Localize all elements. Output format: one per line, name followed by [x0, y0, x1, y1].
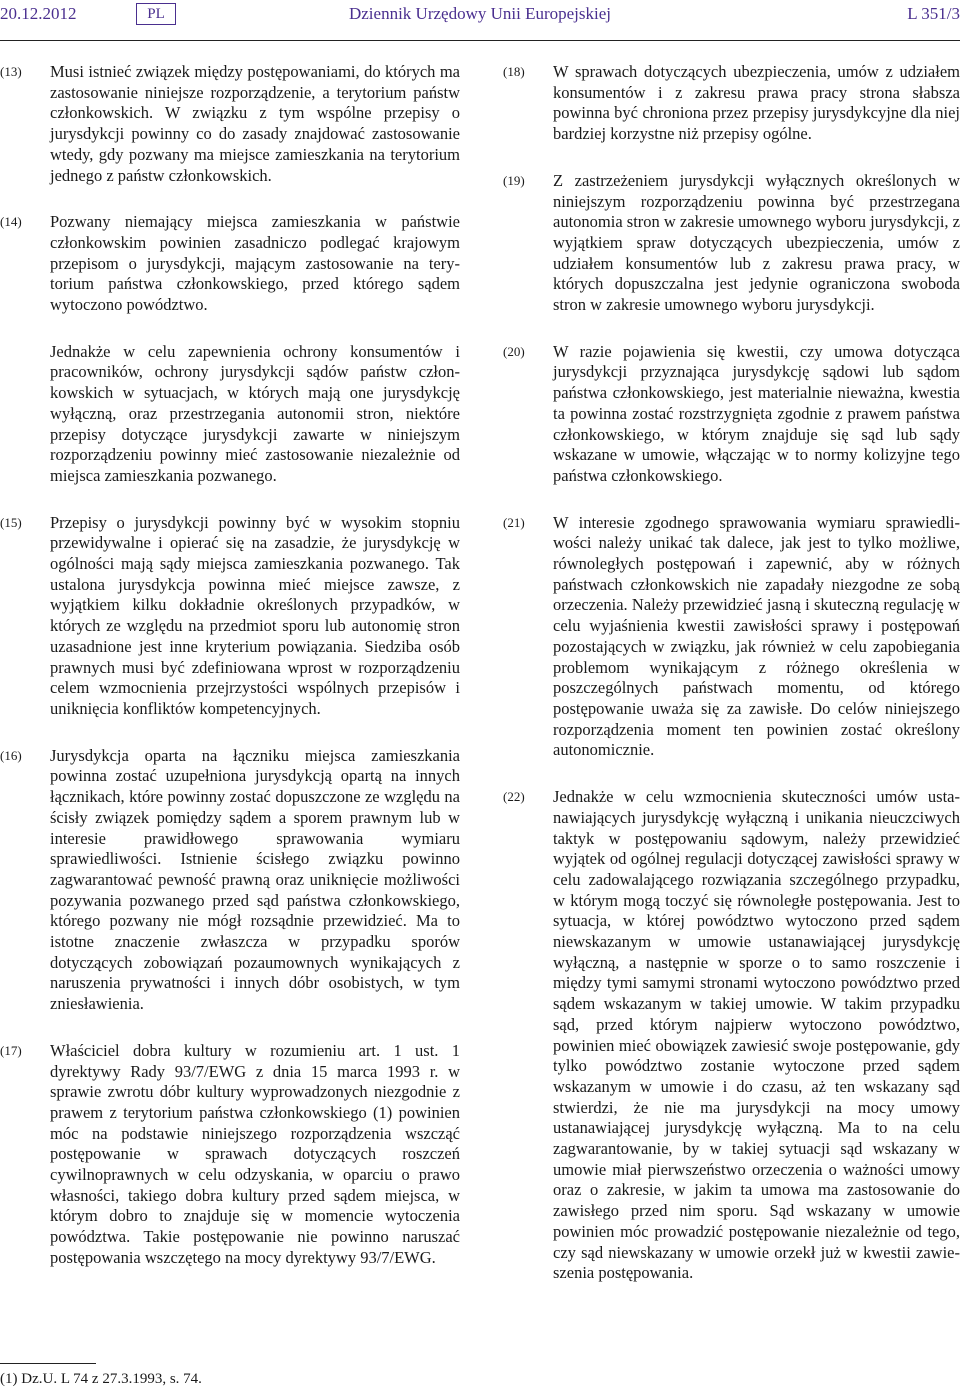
recital-number: (14)	[0, 214, 22, 230]
recital-body	[553, 513, 960, 761]
footnote-marker: (1)	[0, 1371, 18, 1387]
recital-21	[503, 513, 960, 761]
recital-18	[503, 62, 960, 145]
recital-number: (21)	[503, 514, 525, 530]
recital-14	[0, 212, 460, 486]
recital-number: (13)	[0, 64, 22, 79]
recital-19	[503, 171, 960, 316]
recital-body	[553, 171, 960, 316]
recital-body	[553, 62, 960, 145]
recital-number: (22)	[503, 789, 525, 805]
journal-title: Dziennik Urzędowy Unii Europejskiej	[348, 4, 611, 23]
recital-16	[0, 746, 460, 1015]
recital-body	[50, 513, 460, 720]
recital-15	[0, 513, 460, 720]
recital-paragraph: Musi istnieć związek między postępowaniami, do których ma zastosowanie niniejsze rozporządzenie, a terytorium państw członkowskich. W związku z tym wspólne przepisy o jurysdykcji powinny co do zasady znajdować zastosowanie wtedy, gdy pozwany ma miejsce zamieszkania na terytorium jednego z państw członkowskich.	[50, 62, 460, 185]
language-code-box: PL	[136, 3, 176, 25]
recital-number: (20)	[503, 343, 525, 359]
recital-body	[553, 787, 960, 1284]
recital-paragraph: Jednakże w celu wzmocnienia skuteczności umów ustanawiających jurysdykcję wyłączną i unikania nieuczciwych taktyk w postępowaniu sądowym, należy przewidzieć wyjątek od ogólnej regulacji dotyczącej zawisłości sprawy w celu zadowalającego rozwiązania szczególnego przypadku, w którym mogą toczyć się równoległe postępowania. Jest to sytuacja, w której powództwo wytoczono przed sądem niewskazanym w umowie ustanawiającej jurysdykcję wyłączną, a następnie w sporze o to samo roszczenie i między tymi samymi stronami wytoczono powództwo przed sądem wskazanym w takiej umowie. W takim przypadku sąd, przed którym najpierw wytoczono powództwo, powinien mieć obowiązek zawiesić swoje postępowanie, gdy tylko powództwo zostanie wytoczone przed sądem wskazanym w umowie i do czasu, aż ten wskazany sąd stwierdzi, że nie ma jurysdykcji na mocy umowy ustanawiającej jurysdykcję wyłączną. Ma to na celu zagwarantowanie, by w takiej sytuacji sąd wskazany w umowie miał pierwszeństwo orzeczenia o ważności umowy oraz o zakresie, w jakim ta umowa ma zastosowanie do zawisłego przed nim sporu. Sąd wskazany w umowie powinien móc prowadzić postępowanie niezależnie od tego, czy sąd niewskazany w umowie orzekł już w kwestii zawieszenia postępowania.	[553, 787, 960, 1283]
recital-paragraph: Z zastrzeżeniem jurysdykcji wyłącznych określonych w niniejszym rozporządzeniu powinna być przestrzegana autonomia stron w zakresie umownego wyboru jurysdykcji, z wyjątkiem spraw dotyczących ubezpieczenia, umów z udziałem konsumentów lub z zakresu prawa pracy, w których dopuszczalna jest jedynie ograniczona swoboda stron w zakresie umownego wyboru jurysdykcji.	[553, 170, 960, 315]
recital-body	[50, 746, 460, 1015]
recital-body	[50, 1041, 460, 1269]
page-reference: L 351/3	[907, 4, 960, 23]
recital-paragraph: Właściciel dobra kultury w rozumieniu art. 1 ust. 1 dyrektywy Rady 93/7/EWG z dnia 15 marca 1993 r. w sprawie zwrotu dóbr kultury wyprowadzonych niezgodnie z prawem z terytorium państwa członkowskiego (1) powinien móc na podstawie niniejszego rozporządzenia wszcząć postępowanie w sprawach dotyczących roszczeń cywilnoprawnych w celu odzyskania, w oparciu o prawo własności, takiego dobra kultury przed sądem miejsca, w którym dobro to znajduje się w momencie wytoczenia powództwa. Takie postępowanie nie powinno naruszać postępowania wszczętego na mocy dyrektywy 93/7/EWG.	[50, 1040, 460, 1267]
recital-17	[0, 1041, 460, 1269]
recital-body	[50, 212, 460, 486]
recital-paragraph: W sprawach dotyczących ubezpieczenia, umów z udziałem konsumentów i z zakresu prawa pracy strona słabsza powinna być chroniona przez przepisy jurysdykcyjne dla niej bardziej korzystne niż przepisy ogólne.	[553, 62, 960, 144]
header-date: 20.12.2012	[0, 4, 77, 23]
footnote-divider	[0, 1363, 96, 1364]
recital-number: (16)	[0, 747, 22, 763]
recital-body	[553, 342, 960, 487]
footnote	[0, 1370, 202, 1388]
recital-paragraph: W interesie zgodnego sprawowania wymiaru sprawiedliwości należy unikać tak dalece, jak jest to tylko możliwe, równoległych postępowań i zapewnić, aby w różnych państwach członkowskich nie zapadały niezgodne ze sobą orzeczenia. Należy przewidzieć jasną i skuteczną regulację w celu wyjaśnienia kwestii zawisłości sprawy i postępowań pozostających w związku, jak również w celu zapobiegania problemom wynikającym z różnego określenia w poszczególnych państwach momentu, od którego postępowanie uważa się za zawisłe. Do celów niniejszego rozporządzenia moment ten powinien zostać określony autonomicznie.	[553, 512, 960, 760]
recital-20	[503, 342, 960, 487]
recital-body	[50, 62, 460, 186]
recital-number: (18)	[503, 64, 525, 79]
recital-paragraph: W razie pojawienia się kwestii, czy umowa dotycząca jurysdykcji przyznająca jurysdykcję sądowi lub sądom państwa członkowskiego, jest materialnie nieważna, kwestia ta powinna zostać rozstrzygnięta zgodnie z prawem państwa członkowskiego, w którym znajduje się sąd lub sądy wskazane w umowie, włączając w to normy kolizyjne tego państwa członkowskiego.	[553, 341, 960, 485]
right-column	[503, 62, 960, 1310]
recital-paragraph: Jurysdykcja oparta na łączniku miejsca zamieszkania powinna zostać uzupełniona jurysdykcją opartą na innych łącznikach, które powinny zostać dopuszczone ze względu na ścisły związek pomiędzy sądem a sporem prawnym lub w interesie prawidłowego sprawowania wymiaru sprawiedliwości. Istnienie ścisłego związku powinno zagwarantować pewność prawną oraz uniknięcie możliwości pozywania pozwanego przed sąd państwa członkowskiego, którego pozwany nie mógł rozsądnie przewidzieć. Ma to istotne znaczenie zwłaszcza w przypadku sporów dotyczących zobowiązań pozaumownych wynikających z naruszenia prywatności i innych dóbr osobistych, w tym zniesławienia.	[50, 745, 460, 1014]
page-header	[0, 0, 960, 41]
recital-number: (17)	[0, 1042, 22, 1058]
recital-number: (15)	[0, 514, 22, 530]
recital-paragraph: Pozwany niemający miejsca zamieszkania w państwie członkowskim powinien zasadniczo podlegać krajowym przepisom o jurysdykcji, mającym zastosowanie na terytorium państwa członkowskiego, przed którego sądem wytoczono powództwo.	[50, 212, 460, 315]
recital-13	[0, 62, 460, 186]
footnote-text: Dz.U. L 74 z 27.3.1993, s. 74.	[21, 1371, 202, 1387]
recital-22	[503, 787, 960, 1284]
recital-number: (19)	[503, 172, 525, 188]
recital-paragraph: Jednakże w celu zapewnienia ochrony konsumentów i pracowników, ochrony jurysdykcji sądów państw członkowskich w sytuacjach, w których mają one jurysdykcję wyłączną, oraz przestrzegania autonomii stron, niektóre przepisy dotyczące jurysdykcji zawarte w niniejszym rozporządzeniu powinny mieć zastosowanie niezależnie od miejsca zamieszkania pozwanego.	[50, 341, 460, 485]
recital-paragraph: Przepisy o jurysdykcji powinny być w wysokim stopniu przewidywalne i opierać się na zasadzie, że jurysdykcję w ogólności mają sądy miejsca zamieszkania pozwanego. Tak ustalona jurysdykcja powinna mieć miejsce zawsze, z wyjątkiem kilku dokładnie określonych przypadków, w których ze względu na przedmiot sporu lub autonomię stron uzasadnione jest inne kryterium powiązania. Siedziba osób prawnych musi być zdefiniowana wprost w rozporządzeniu celem wzmocnienia przejrzystości wspólnych przepisów i uniknięcia konfliktów kompetencyjnych.	[50, 512, 460, 718]
left-column	[0, 62, 460, 1295]
